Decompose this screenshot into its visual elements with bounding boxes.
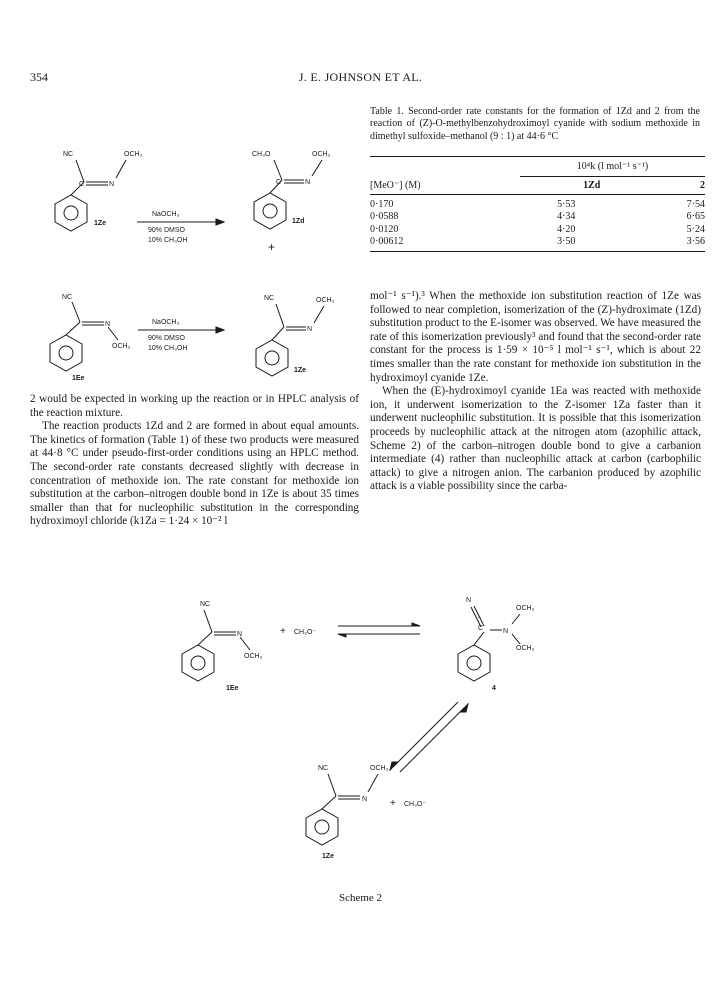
condition-methanol: 10% CH₃OH [148,237,188,244]
table-row [370,198,705,211]
product-label-1zd: 1Zd [292,218,305,225]
table-row [370,223,705,236]
c-label: C [79,181,85,188]
col-header-1zd: 1Zd [583,180,601,191]
och3-lower: OCH₃ [516,645,535,652]
och3-label: OCH₃ [244,653,263,660]
table-row [370,211,705,224]
n-label-2: N [305,179,311,186]
och3-upper: OCH₃ [516,605,535,612]
table-cell: 4·34 [557,211,576,223]
condition-dmso: 90% DMSO [148,335,185,342]
page-header [0,70,721,86]
och3-label-2: OCH₃ [316,297,335,304]
table-cell: 0·0120 [370,223,399,235]
scheme2-product-label: 1Ze [322,853,335,860]
scheme2-reactant-label: 1Ee [226,685,239,692]
table-cell: 4·20 [557,223,576,235]
page-number: 354 [30,70,48,84]
left-paragraph-2: The reaction products 1Zd and 2 are formed in about equal amounts. The kinetics of formation (Table 1) of these two products were measured at 44·8 °C under pseudo-first-order conditions using an HPLC method. The second-order rate constants decreased slightly with decrease in concentration of methoxide ion. The rate constant for methoxide ion substitution at the carbon–nitrogen double bond in 1Ze is about 35 times smaller than that for nucleophilic substitution in the corresponding hydroximoyl chloride (k1Za = 1·24 × 10⁻² l [30,420,359,528]
nucleophile-label: CH₃O⁻ [294,629,317,636]
nc-label-2: NC [318,765,329,772]
n-label: N [105,321,111,328]
n-label-2: N [362,796,368,803]
n-label-2: N [307,326,313,333]
nc-label-2: NC [264,295,275,302]
reaction1-scheme [28,96,368,274]
table1-body [370,198,705,248]
left-paragraph-1: 2 would be expected in working up the reaction or in HPLC analysis of the reaction mixture. [30,393,359,419]
plus-sign: + [280,626,286,637]
n-label: N [237,631,243,638]
nc-label: NC [200,601,211,608]
scheme2-diagram [160,586,580,886]
ch3o-label: CH₃O [252,151,271,158]
reagent-label: NaOCH₃ [152,319,180,326]
och3-label-2: OCH₃ [312,151,331,158]
intermediate-label-4: 4 [492,685,496,692]
table-cell: 5·53 [557,198,576,210]
table1-caption: Table 1. Second-order rate constants for the formation of 1Zd and 2 from the reaction of (Z)-O-methylbenzohydroximoyl cyanide with sodium methoxide in dimethyl sulfoxide–methanol (9 : 1) at 44·6 °C [370,106,700,142]
table-cell: 0·170 [370,198,394,210]
n-label: N [109,181,115,188]
table-cell: 3·56 [686,236,705,248]
plus-sign: + [268,240,276,254]
nucleophile-label-2: CH₃O⁻ [404,801,427,808]
c-label: C [478,625,484,632]
table-cell: 5·24 [686,223,705,235]
table-row [370,236,705,249]
och3-label-2: OCH₃ [370,765,389,772]
benzene-ring-icon [55,195,87,231]
table1 [370,156,705,252]
col-header-meo: [MeO⁻] (M) [370,180,421,191]
plus-sign-2: + [390,798,396,809]
condition-dmso: 90% DMSO [148,227,185,234]
running-title: J. E. JOHNSON ET AL. [298,70,423,84]
scheme2-title: Scheme 2 [338,892,383,904]
n-label-4: N [503,628,509,635]
reactant-label-1ze: 1Ze [94,220,107,227]
reagent-label: NaOCH₃ [152,211,180,218]
product-label-1ze: 1Ze [294,367,307,374]
table1-grid [370,177,705,194]
c-label-2: C [276,179,282,186]
table-cell: 6·65 [686,211,705,223]
condition-methanol: 10% CH₃OH [148,345,188,352]
och3-label: OCH₃ [124,151,143,158]
table-cell: 0·00612 [370,236,404,248]
table-cell: 3·50 [557,236,576,248]
nc-label: NC [62,294,73,301]
nc-label: NC [63,151,74,158]
reaction2-scheme [28,284,358,380]
table-cell: 7·54 [686,198,705,210]
right-column [370,290,701,494]
col-header-2: 2 [700,180,705,191]
right-paragraph-1: mol⁻¹ s⁻¹).³ When the methoxide ion substitution reaction of 1Ze was followed to near completion, isomerization of the (Z)-hydroximate (1Zd) substitution product to the E-isomer was observed. We have measured the rate of this isomerization previously³ and found that the second-order rate constant for the process is 1·59 × 10⁻⁵ l mol⁻¹ s⁻¹, which is about 22 times smaller than the rate constant for methoxide ion substitution in the hydroximoyl cyanide 1Ze. [370,290,701,384]
right-paragraph-2: When the (E)-hydroximoyl cyanide 1Ea was reacted with methoxide ion, it underwent isomerization to the Z-isomer 1Za faster than it underwent nucleophilic substitution. It is possible that this isomerization proceeds by nucleophilic attack at the nitrogen atom (azophilic attack, Scheme 2) of the carbon–nitrogen double bond to give a carbanion intermediate (4) rather than nucleophilic attack at carbon (carbophilic attack) to give a nitrogen anion. The carbanion produced by azophilic attack is a viable possibility since the carba- [370,385,701,493]
table-cell: 0·0588 [370,211,399,223]
reactant-label-1ee: 1Ee [72,375,85,380]
n-label-top: N [466,597,472,604]
och3-label: OCH₃ [112,343,131,350]
carbanion-charge: - [478,612,481,622]
table1-group-header: 10⁴k (l mol⁻¹ s⁻¹) [576,161,649,172]
left-column [30,393,359,529]
